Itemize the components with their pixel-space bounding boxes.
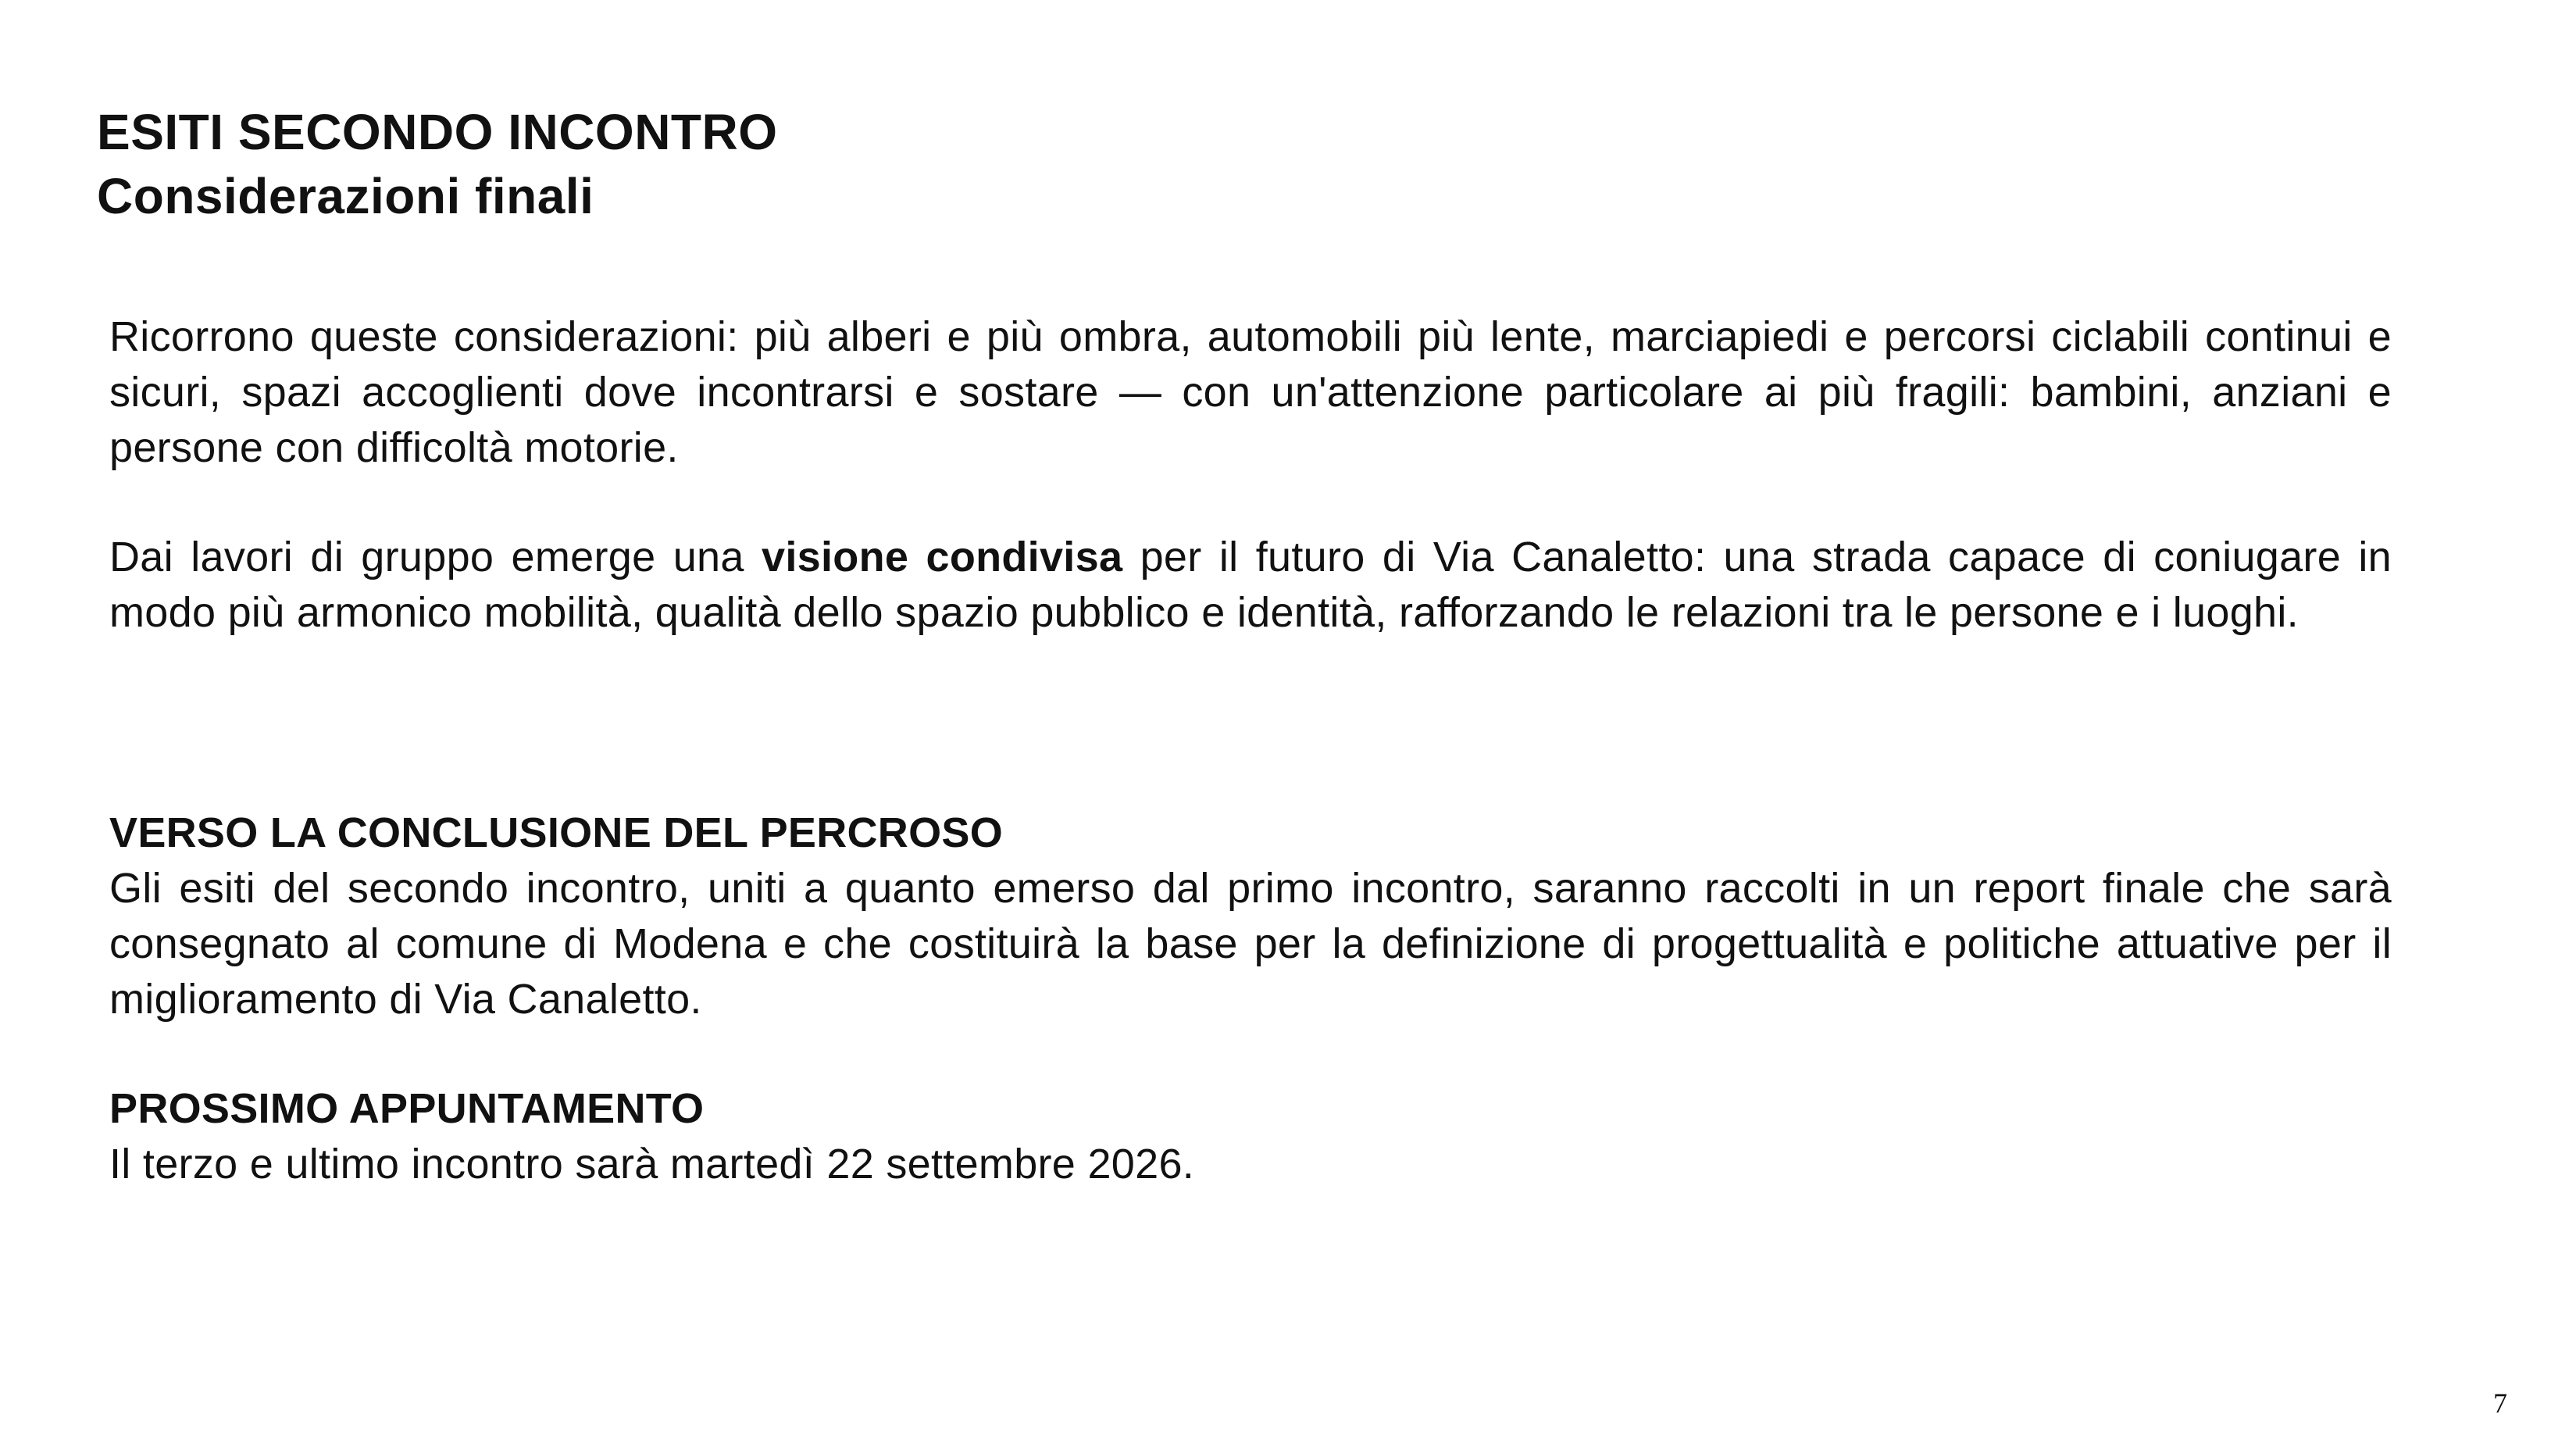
appuntamento-text: Il terzo e ultimo incontro sarà martedì 22 settembre 2026. — [109, 1141, 1195, 1188]
visione-text-before: Dai lavori di gruppo emerge una — [109, 534, 762, 580]
appuntamento-section — [109, 1081, 2392, 1192]
visione-paragraph — [109, 530, 2392, 641]
conclusione-text: Gli esiti del secondo incontro, uniti a quanto emerso dal primo incontro, saranno raccolti in un report finale che sarà consegnato al comune di Modena e che costituirà la base per la definizione di progettualità e politiche attuative per il miglioramento di Via Canaletto. — [109, 865, 2392, 1023]
appuntamento-title: PROSSIMO APPUNTAMENTO — [109, 1085, 705, 1132]
visione-emphasis: visione condivisa — [762, 534, 1123, 580]
page-number: 7 — [2493, 1388, 2507, 1419]
heading-subtitle: Considerazioni finali — [97, 168, 594, 224]
heading-title: ESITI SECONDO INCONTRO — [97, 104, 778, 160]
conclusione-section — [109, 805, 2392, 1027]
visione-text-after: per il futuro di Via Canaletto: una strada capace di coniugare in modo più armonico mobilità, qualità dello spazio pubblico e identità, rafforzando le relazioni tra le persone e i luoghi. — [109, 534, 2392, 636]
considerazioni-paragraph: Ricorrono queste considerazioni: più alberi e più ombra, automobili più lente, marciapiedi e percorsi ciclabili continui e sicuri, spazi accoglienti dove incontrarsi e sostare — con un'attenzione particolare ai più fragili: bambini, anziani e persone con difficoltà motorie. — [109, 313, 2392, 471]
conclusione-title: VERSO LA CONCLUSIONE DEL PERCROSO — [109, 809, 1004, 856]
slide-heading — [97, 100, 1190, 228]
